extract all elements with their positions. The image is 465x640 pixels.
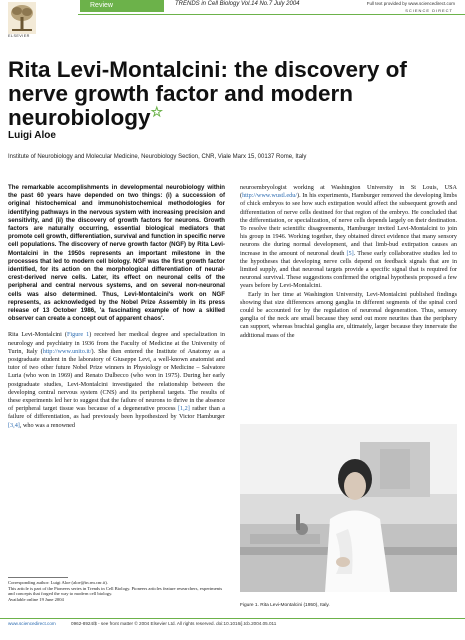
abstract: The remarkable accomplishments in developmental neurobiology within the past 60 years have depended on two things: (i) a succession of original histochemical and immunohistochemical methodologies for identifying pathways in the nervous system with increasing precision and sensitivity, and (ii) the discovery of growth factors for neurons. Growth factors are naturally occurring, essential biological mediators that promote cell growth, differentiation, survival and function in specific nerve cell populations. The discovery of nerve growth factor (NGF) by Rita Levi-Montalcini in the 1950s represents an important milestone in the processes that led to modern cell biology. NGF was the first growth factor identified, for its action on the morphological differentiation of neural-crest-derived nerve cells. Later, its effect on neuronal cells of the peripheral and central nervous systems, and on several non-neuronal cells was also determined. Thus, Levi-Montalcini's work on NGF represents, as acknowledged by the Nobel Prize Assembly in its press release of 13 October 1986, 'a fascinating example of how a skilled observer can create a concept out of apparent chaos'. — [8, 184, 225, 323]
full-text-note: Full text provided by www.sciencedirect.com — [366, 1, 455, 6]
author-affiliation: Institute of Neurobiology and Molecular Medicine, Neurobiology Section, CNR, Viale Marx 15, 00137 Rome, Italy — [8, 154, 307, 160]
reference-link-3-4[interactable]: [3,4] — [8, 421, 20, 429]
article-title: Rita Levi-Montalcini: the discovery of nerve growth factor and modern neurobiology☆ — [8, 57, 407, 130]
series-note: This article is part of the Pioneers series in Trends in Cell Biology. Pioneers articles feature researchers, experiments and concepts that forged the way to modern cell biology. — [8, 585, 223, 597]
body-paragraph-2: neuroembryologist working at Washington University in St Louis, USA (http://www.wustl.edu/). In his experiments, Hamburger removed the developing limbs of chick embryos to see how such extirpation would affect the subsequent growth and differentiation of nerve cells destined for that region of the embryo. He concluded that the differentiation, or specialization, of nerve cells depends largely on their destination. To resolve their scientific disagreements, Hamburger invited Levi-Montalcini to join his group in 1946. Working together, they obtained direct evidence that many sensory neurons die during normal development, and that limb-bud extirpation causes an increase in the amount of neuronal death [5]. These early collaborative studies led to the hypotheses that developing nerve cells depend on feedback signals that are in limited supply, and that neuronal targets provide a specific signal that is required for neuronal survival. These suggestions confirmed the original hypothesis proposed a few years before by Levi-Montalcini. — [240, 184, 457, 290]
figure-1-link[interactable]: Figure 1 — [66, 331, 90, 339]
sciencedirect-logo: SCIENCE DIRECT — [405, 8, 453, 13]
wustl-url-link[interactable]: http://www.wustl.edu/ — [242, 192, 298, 200]
figure-caption: Figure 1. Rita Levi-Montalcini (1950), Italy. — [240, 603, 330, 608]
section-tag: Review — [80, 0, 164, 12]
article-author: Luigi Aloe — [8, 130, 56, 141]
right-column — [240, 184, 457, 340]
header-divider — [78, 14, 465, 15]
available-online-note: Available online 19 June 2004 — [8, 596, 64, 602]
footer-divider — [0, 618, 465, 619]
intro-paragraph: Rita Levi-Montalcini (Figure 1) received her medical degree and specialization in neurology and psychiatry in 1936 from the Faculty of Medicine at the University of Turin, Italy (http://www.unito.it/). She then entered the Institute of Anatomy as a postgraduate student in the laboratory of Giuseppe Levi, a well-known anatomist and tutor of two other future Nobel Prize winners in Physiology or Medicine – Salvatore Luria (who won in 1969) and Renato Dulbecco (who won in 1975). During her early postgraduate studies, Levi-Montalcini investigated the relationship between the developing central nervous system (CNS) and its peripheral targets. The results of these experiments led her to suggest that the failure of neurons to thrive in the absence of peripheral target tissue was because of a degenerative process [1,2] rather than a failure of differentiation, as had previously been hypothesized by Victor Hamburger [3,4], who was a renowned — [8, 331, 225, 429]
figure-1-photo — [240, 424, 457, 592]
left-column — [8, 184, 225, 430]
publisher-logo-text: ELSEVIER — [8, 34, 30, 38]
body-paragraph-3: Early in her time at Washington University, Levi-Montalcini published findings showing that size differences among ganglia in different segments of the spinal cord could be accounted for by the regulation of neuronal degeneration. Thus, sensory ganglia of the neck are small because they send out more neurites than the periphery can support, whereas brachial ganglia are, ultimately, larger because they innervate the additional mass of the — [240, 290, 457, 339]
unito-url-link[interactable]: http://www.unito.it/ — [42, 347, 92, 355]
footer-citation: 0962-8924/$ - see front matter © 2004 Elsevier Ltd. All rights reserved. doi:10.1016/j.tcb.2004.05.011 — [71, 621, 277, 626]
footnote-divider — [8, 577, 68, 578]
reference-link-1-2[interactable]: [1,2] — [177, 405, 190, 413]
journal-info: TRENDS in Cell Biology Vol.14 No.7 July 2004 — [175, 1, 300, 7]
reference-link-5[interactable]: [5] — [346, 249, 354, 257]
footer-site-link[interactable]: www.sciencedirect.com — [8, 621, 56, 626]
elsevier-tree-logo — [8, 2, 36, 34]
footnotes — [8, 580, 225, 602]
footer-line — [8, 621, 465, 626]
title-footnote-mark: ☆ — [150, 103, 164, 120]
corresponding-author-note: Corresponding author: Luigi Aloe (aloe@in.rm.cnr.it). — [8, 580, 108, 585]
